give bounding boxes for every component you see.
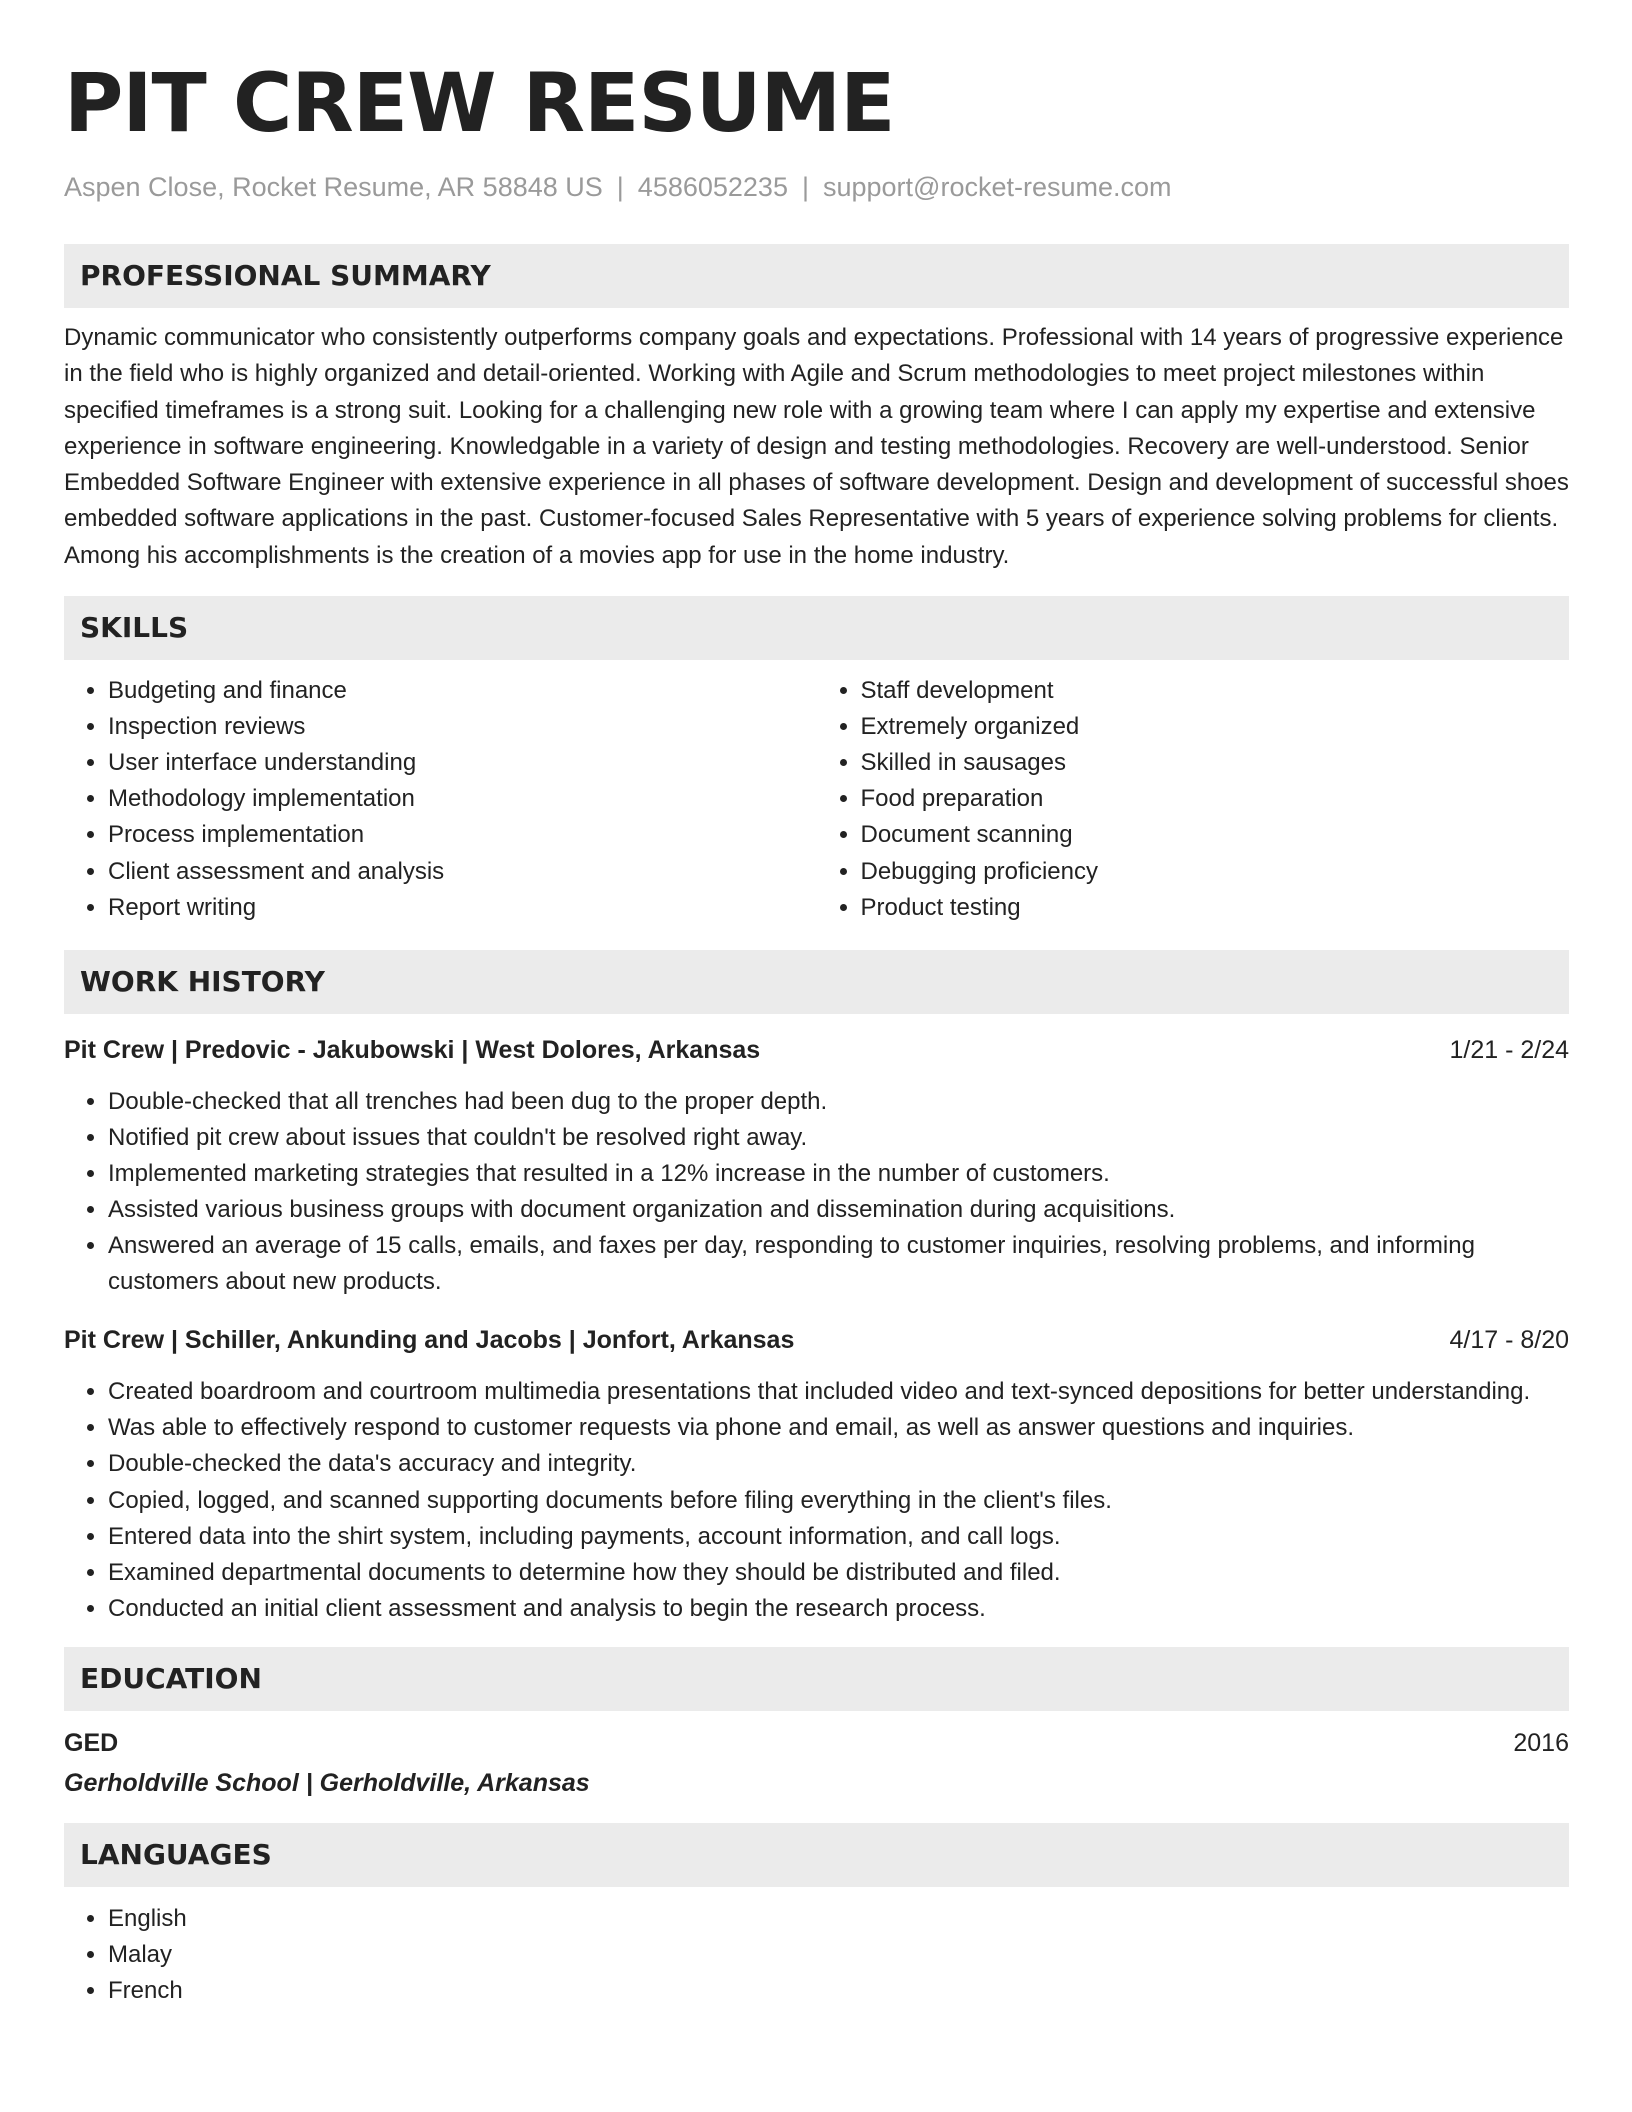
contact-email: support@rocket-resume.com xyxy=(822,172,1172,202)
skill-item: • Debugging proficiency xyxy=(861,854,1570,890)
skills-list-right xyxy=(817,673,1570,926)
skill-item: • Food preparation xyxy=(861,781,1570,817)
language-item: • French xyxy=(108,1973,1569,2009)
languages-list xyxy=(64,1901,1569,2009)
section-heading-languages: LANGUAGES xyxy=(64,1823,1569,1887)
skill-item: • Methodology implementation xyxy=(108,781,817,817)
skill-item: • Budgeting and finance xyxy=(108,673,817,709)
job-dates: 4/17 - 8/20 xyxy=(1449,1326,1569,1355)
job-bullet: • Answered an average of 15 calls, emails, and faxes per day, responding to customer inquiries, resolving problems, and informing customers about new products. xyxy=(108,1228,1569,1300)
job-bullet: • Copied, logged, and scanned supporting documents before filing everything in the client's files. xyxy=(108,1483,1569,1519)
skill-item: • Staff development xyxy=(861,673,1570,709)
section-heading-education: EDUCATION xyxy=(64,1647,1569,1711)
education-year: 2016 xyxy=(1513,1728,1569,1757)
contact-address: Aspen Close, Rocket Resume, AR 58848 US xyxy=(64,172,603,202)
job-bullet: • Examined departmental documents to determine how they should be distributed and filed. xyxy=(108,1555,1569,1591)
education-school: Gerholdville School | Gerholdville, Arkansas xyxy=(64,1768,590,1797)
education-degree: GED xyxy=(64,1728,119,1757)
skill-item: • Skilled in sausages xyxy=(861,745,1570,781)
skill-item: • Document scanning xyxy=(861,817,1570,853)
job-bullet: • Assisted various business groups with document organization and dissemination during acquisitions. xyxy=(108,1192,1569,1228)
resume-title: PIT CREW RESUME xyxy=(64,57,895,151)
skills-grid xyxy=(64,673,1569,926)
job-bullet: • Implemented marketing strategies that resulted in a 12% increase in the number of customers. xyxy=(108,1156,1569,1192)
job-bullet: • Entered data into the shirt system, including payments, account information, and call logs. xyxy=(108,1519,1569,1555)
job-bullet: • Was able to effectively respond to customer requests via phone and email, as well as answer questions and inquiries. xyxy=(108,1410,1569,1446)
job-title: Pit Crew | Predovic - Jakubowski | West Dolores, Arkansas xyxy=(64,1035,761,1064)
skills-list-left xyxy=(64,673,817,926)
section-heading-skills: SKILLS xyxy=(64,596,1569,660)
language-item: • Malay xyxy=(108,1937,1569,1973)
job-bullet: • Created boardroom and courtroom multimedia presentations that included video and text-synced depositions for better understanding. xyxy=(108,1374,1569,1410)
contact-phone: 4586052235 xyxy=(637,172,788,202)
job-bullet: • Double-checked that all trenches had been dug to the proper depth. xyxy=(108,1084,1569,1120)
job-header xyxy=(64,1322,1569,1358)
section-heading-summary: PROFESSIONAL SUMMARY xyxy=(64,244,1569,308)
job-header xyxy=(64,1032,1569,1068)
job-title: Pit Crew | Schiller, Ankunding and Jacobs | Jonfort, Arkansas xyxy=(64,1326,795,1355)
contact-separator: | xyxy=(616,172,624,202)
job-bullet: • Notified pit crew about issues that couldn't be resolved right away. xyxy=(108,1120,1569,1156)
job-bullets xyxy=(64,1374,1569,1627)
summary-text: Dynamic communicator who consistently outperforms company goals and expectations. Professional with 14 years of progressive experience in the field who is highly organized and detail-oriented. Working with Agile and Scrum methodologies to meet project milestones within specified timeframes is a strong suit. Looking for a challenging new role with a growing team where I can apply my expertise and extensive experience in software engineering. Knowledgable in a variety of design and testing methodologies. Recovery are well-understood. Senior Embedded Software Engineer with extensive experience in all phases of software development. Design and development of successful shoes embedded software applications in the past. Customer-focused Sales Representative with 5 years of experience solving problems for clients. Among his accomplishments is the creation of a movies app for use in the home industry. xyxy=(64,324,1569,569)
job-bullet: • Double-checked the data's accuracy and integrity. xyxy=(108,1446,1569,1482)
job-bullets xyxy=(64,1084,1569,1301)
job-bullet: • Conducted an initial client assessment and analysis to begin the research process. xyxy=(108,1591,1569,1627)
skill-item: • User interface understanding xyxy=(108,745,817,781)
skill-item: • Inspection reviews xyxy=(108,709,817,745)
contact-separator: | xyxy=(801,172,809,202)
skill-item: • Report writing xyxy=(108,890,817,926)
skill-item: • Product testing xyxy=(861,890,1570,926)
resume-page xyxy=(64,0,1569,2009)
contact-line xyxy=(64,170,1569,204)
skill-item: • Process implementation xyxy=(108,817,817,853)
language-item: • English xyxy=(108,1901,1569,1937)
skill-item: • Extremely organized xyxy=(861,709,1570,745)
section-heading-work-history: WORK HISTORY xyxy=(64,950,1569,1014)
education-header xyxy=(64,1725,1569,1761)
job-dates: 1/21 - 2/24 xyxy=(1449,1035,1569,1064)
skill-item: • Client assessment and analysis xyxy=(108,854,817,890)
